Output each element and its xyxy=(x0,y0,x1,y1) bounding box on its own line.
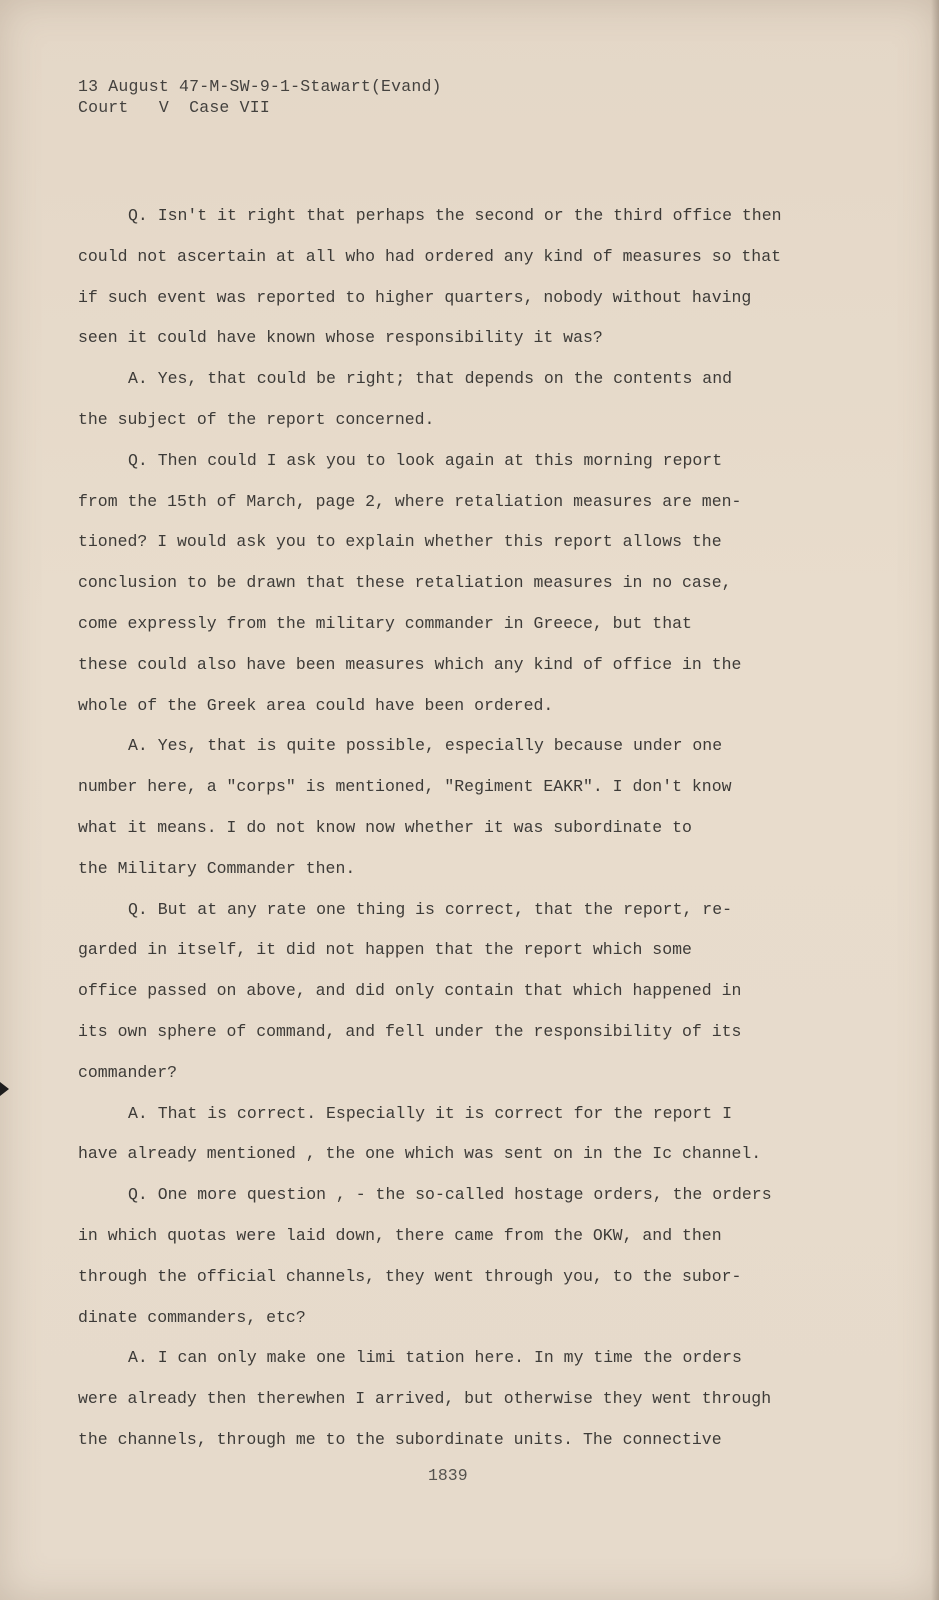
page-number: 1839 xyxy=(428,1466,468,1485)
line-text: Q. Isn't it right that perhaps the second or the third office then xyxy=(128,206,782,225)
binding-mark xyxy=(0,1082,9,1096)
line-text: the subject of the report concerned. xyxy=(78,409,435,429)
line-text: come expressly from the military commander in Greece, but that xyxy=(78,613,692,633)
line-text: from the 15th of March, page 2, where retaliation measures are men- xyxy=(78,491,742,511)
line-text: conclusion to be drawn that these retaliation measures in no case, xyxy=(78,573,732,593)
transcript-line xyxy=(78,318,818,359)
transcript-line xyxy=(78,1379,818,1420)
transcript-line xyxy=(78,482,818,523)
transcript-line xyxy=(78,278,818,319)
transcript-line xyxy=(78,1216,818,1257)
line-text: tioned? I would ask you to explain whether this report allows the xyxy=(78,532,722,552)
transcript-line xyxy=(78,237,818,278)
line-text: were already then therewhen I arrived, but otherwise they went through xyxy=(78,1389,772,1409)
transcript-line xyxy=(78,1053,818,1094)
transcript-line xyxy=(78,808,818,849)
transcript-line xyxy=(78,359,818,400)
transcript-line xyxy=(78,1094,818,1135)
line-text: Q. One more question , - the so-called hostage orders, the orders xyxy=(128,1185,772,1205)
line-text: have already mentioned , the one which was sent on in the Ic channel. xyxy=(78,1144,762,1164)
transcript-line xyxy=(78,563,818,604)
transcript-line xyxy=(78,849,818,890)
transcript-paragraph xyxy=(78,1175,818,1338)
line-text: seen it could have known whose responsibility it was? xyxy=(78,328,603,348)
line-text: through the official channels, they went through you, to the subor- xyxy=(78,1266,742,1286)
page-edge-shadow xyxy=(931,0,939,1600)
transcript-paragraph xyxy=(78,196,818,359)
transcript-line xyxy=(78,1175,818,1216)
line-text: Q. But at any rate one thing is correct, that the report, re- xyxy=(128,899,732,919)
line-text: A. That is correct. Especially it is correct for the report I xyxy=(128,1103,732,1123)
transcript-line xyxy=(78,726,818,767)
line-text: office passed on above, and did only contain that which happened in xyxy=(78,981,742,1001)
transcript-paragraph xyxy=(78,726,818,889)
line-text: what it means. I do not know now whether it was subordinate to xyxy=(78,817,692,837)
transcript-line xyxy=(78,441,818,482)
line-text: could not ascertain at all who had ordered any kind of measures so that xyxy=(78,246,782,266)
line-text: dinate commanders, etc? xyxy=(78,1307,306,1327)
line-text: in which quotas were laid down, there came from the OKW, and then xyxy=(78,1225,722,1245)
transcript-paragraph xyxy=(78,1338,818,1460)
header-line-1: 13 August 47-M-SW-9-1-Stawart(Evand) xyxy=(78,77,442,96)
transcript-line xyxy=(78,971,818,1012)
transcript-line xyxy=(78,1012,818,1053)
transcript-line xyxy=(78,196,818,237)
line-text: these could also have been measures which any kind of office in the xyxy=(78,654,742,674)
line-text: commander? xyxy=(78,1062,178,1082)
line-text: A. Yes, that could be right; that depends on the contents and xyxy=(128,369,732,389)
transcript-paragraph xyxy=(78,890,818,1094)
transcript-line xyxy=(78,400,818,441)
transcript-paragraph xyxy=(78,441,818,727)
line-text: whole of the Greek area could have been ordered. xyxy=(78,695,554,715)
transcript-line xyxy=(78,767,818,808)
line-text: if such event was reported to higher quarters, nobody without having xyxy=(78,287,752,307)
transcript-line xyxy=(78,1338,818,1379)
transcript-line xyxy=(78,604,818,645)
document-header xyxy=(78,76,442,118)
transcript-line xyxy=(78,1420,818,1461)
transcript-line xyxy=(78,645,818,686)
transcript-line xyxy=(78,1298,818,1339)
transcript-line xyxy=(78,1257,818,1298)
line-text: A. Yes, that is quite possible, especially because under one xyxy=(128,736,723,756)
header-line-2: Court V Case VII xyxy=(78,98,270,117)
line-text: number here, a "corps" is mentioned, "Regiment EAKR". I don't know xyxy=(78,777,732,797)
line-text: A. I can only make one limi tation here. In my time the orders xyxy=(128,1348,742,1368)
line-text: its own sphere of command, and fell under the responsibility of its xyxy=(78,1021,742,1041)
transcript-body xyxy=(78,196,818,1461)
transcript-paragraph xyxy=(78,1094,818,1176)
line-text: the Military Commander then. xyxy=(78,858,356,878)
transcript-line xyxy=(78,686,818,727)
line-text: the channels, through me to the subordinate units. The connective xyxy=(78,1429,722,1449)
transcript-line xyxy=(78,930,818,971)
transcript-line xyxy=(78,890,818,931)
line-text: garded in itself, it did not happen that the report which some xyxy=(78,940,692,960)
transcript-line xyxy=(78,522,818,563)
transcript-line xyxy=(78,1134,818,1175)
line-text: Q. Then could I ask you to look again at this morning report xyxy=(128,450,723,470)
transcript-paragraph xyxy=(78,359,818,441)
